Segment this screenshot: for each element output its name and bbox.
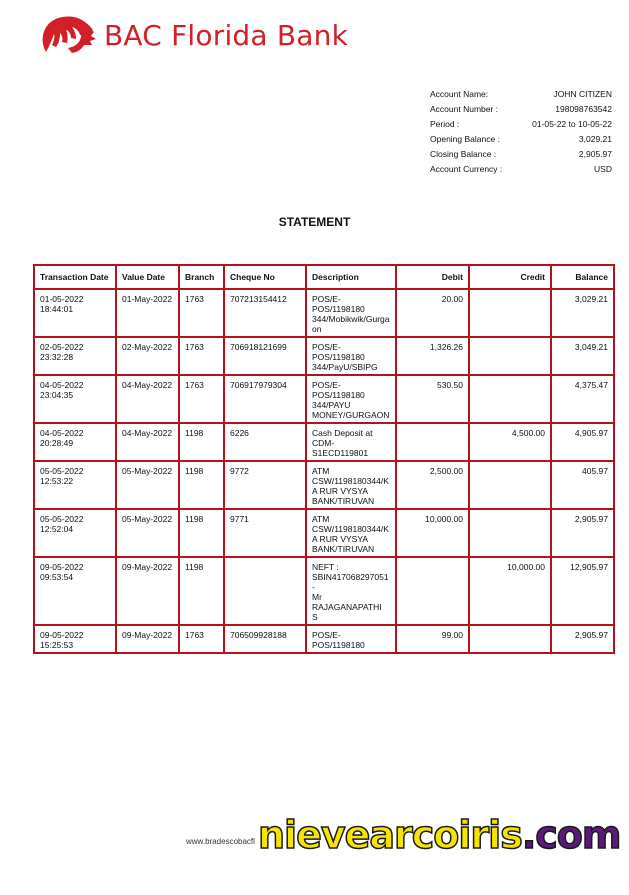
table-cell: 706918121699 [224,337,306,375]
account-label: Account Currency : [430,164,503,174]
account-label: Opening Balance : [430,134,500,144]
table-header-row [34,265,614,289]
table-cell: 05-05-2022 12:52:04 [34,509,116,557]
column-header: Balance [551,265,614,289]
table-cell: 02-05-2022 23:32:28 [34,337,116,375]
account-value: 198098763542 [555,104,612,114]
table-cell: 1763 [179,289,224,337]
account-label: Closing Balance : [430,149,497,159]
table-cell: 706917979304 [224,375,306,423]
footer-url: www.bradescobacfl [186,837,255,846]
table-row [34,337,614,375]
table-cell: NEFT : SBIN417068297051 - Mr RAJAGANAPATHI S [306,557,396,625]
table-cell: 706509928188 [224,625,306,653]
table-cell [224,557,306,625]
account-summary [430,87,612,177]
table-cell: 9771 [224,509,306,557]
table-cell: ATM CSW/1198180344/K A RUR VYSYA BANK/TIRUVAN [306,461,396,509]
table-cell: 09-05-2022 09:53:54 [34,557,116,625]
table-cell: 1198 [179,423,224,461]
column-header: Debit [396,265,469,289]
table-row [34,289,614,337]
table-cell: 20.00 [396,289,469,337]
table-cell: 04-05-2022 20:28:49 [34,423,116,461]
table-cell: 1198 [179,509,224,557]
table-cell: 1198 [179,461,224,509]
watermark-name: nievearcoiris [258,813,522,857]
table-cell: 02-May-2022 [116,337,179,375]
table-cell: POS/E- POS/1198180 [306,625,396,653]
table-cell [469,625,551,653]
column-header: Transaction Date [34,265,116,289]
table-cell: 4,905.97 [551,423,614,461]
column-header: Branch [179,265,224,289]
table-row [34,461,614,509]
table-row [34,509,614,557]
table-cell: 09-May-2022 [116,557,179,625]
table-cell: 01-May-2022 [116,289,179,337]
table-cell: 707213154412 [224,289,306,337]
table-cell: ATM CSW/1198180344/K A RUR VYSYA BANK/TIRUVAN [306,509,396,557]
account-value: 2,905.97 [578,149,612,159]
table-cell: 05-05-2022 12:53:22 [34,461,116,509]
table-row [34,423,614,461]
table-cell [469,375,551,423]
table-cell: 1763 [179,337,224,375]
table-cell: 1198 [179,557,224,625]
column-header: Value Date [116,265,179,289]
table-cell: Cash Deposit at CDM- S1ECD119801 [306,423,396,461]
table-cell: 405.97 [551,461,614,509]
table-cell: 05-May-2022 [116,509,179,557]
watermark [258,813,621,857]
table-cell: 09-05-2022 15:25:53 [34,625,116,653]
account-row [430,132,612,147]
bank-name: BAC Florida Bank [104,18,348,52]
table-cell: 04-May-2022 [116,375,179,423]
table-cell: 99.00 [396,625,469,653]
account-row [430,87,612,102]
table-cell: 3,029.21 [551,289,614,337]
table-cell [396,423,469,461]
account-row [430,102,612,117]
table-cell: 2,905.97 [551,509,614,557]
column-header: Credit [469,265,551,289]
statement-title: STATEMENT [278,215,351,229]
table-cell: 09-May-2022 [116,625,179,653]
table-cell: 3,049.21 [551,337,614,375]
table-cell: 9772 [224,461,306,509]
table-cell: 4,500.00 [469,423,551,461]
account-value: 3,029.21 [578,134,612,144]
lion-head-icon [38,14,98,56]
table-cell: 04-May-2022 [116,423,179,461]
table-cell: 6226 [224,423,306,461]
table-cell: POS/E- POS/1198180 344/Mobikwik/Gurga on [306,289,396,337]
table-cell: POS/E- POS/1198180 344/PAYU MONEY/GURGAON [306,375,396,423]
table-row [34,625,614,653]
table-cell [469,289,551,337]
table-cell: 10,000.00 [469,557,551,625]
table-cell: 1763 [179,625,224,653]
table-cell [469,337,551,375]
table-cell: 1763 [179,375,224,423]
account-label: Account Number : [430,104,499,114]
table-cell: 12,905.97 [551,557,614,625]
table-row [34,557,614,625]
transactions-table [33,264,615,654]
table-row [34,375,614,423]
table-cell: 04-05-2022 23:04:35 [34,375,116,423]
account-value: USD [594,164,612,174]
table-cell [469,509,551,557]
account-value: 01-05-22 to 10-05-22 [532,119,612,129]
table-cell: POS/E- POS/1198180 344/PayU/SBIPG [306,337,396,375]
account-label: Period : [430,119,460,129]
account-row [430,117,612,132]
watermark-domain: .com [521,813,621,857]
table-cell: 2,500.00 [396,461,469,509]
table-cell: 1,326.26 [396,337,469,375]
table-cell: 530.50 [396,375,469,423]
table-cell: 05-May-2022 [116,461,179,509]
table-cell: 4,375.47 [551,375,614,423]
table-cell [469,461,551,509]
table-cell: 10,000.00 [396,509,469,557]
account-row [430,162,612,177]
account-row [430,147,612,162]
column-header: Cheque No [224,265,306,289]
bank-logo [38,14,348,56]
table-cell: 2,905.97 [551,625,614,653]
table-cell [396,557,469,625]
column-header: Description [306,265,396,289]
account-value: JOHN CITIZEN [553,89,612,99]
account-label: Account Name: [430,89,489,99]
table-cell: 01-05-2022 18:44:01 [34,289,116,337]
